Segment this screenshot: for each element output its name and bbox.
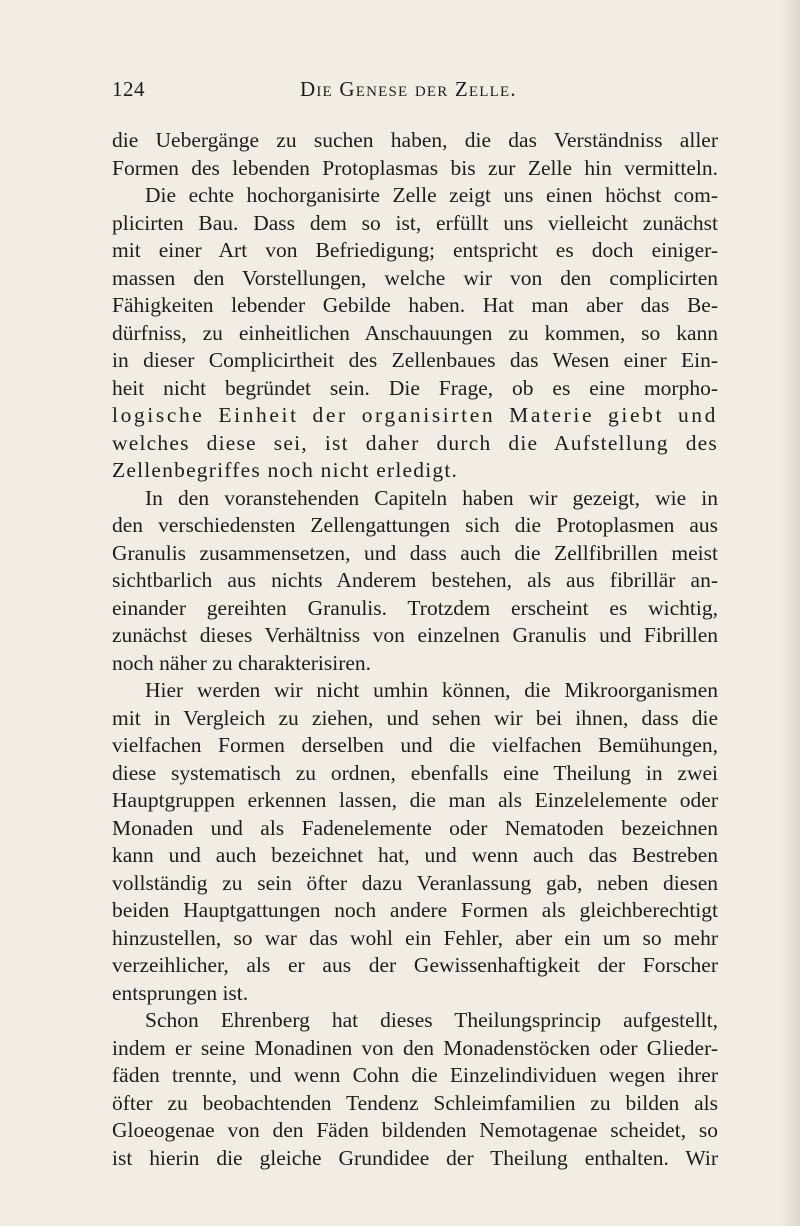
page-edge-shadow — [782, 0, 800, 1226]
text-line: den verschiedensten Zellengattungen sich die Protoplasmen aus — [112, 513, 718, 537]
text-line: Die echte hochorganisirte Zelle zeigt uns einen höchst com- — [145, 183, 718, 207]
text-line: Granulis zusammensetzen, und dass auch die Zellfibrillen meist — [112, 540, 718, 565]
text-line: Hier werden wir nicht umhin können, die Mikroorganismen — [145, 678, 718, 702]
text-line: beiden Hauptgattungen noch andere Formen als gleichberechtigt — [112, 898, 718, 922]
text-line: heit nicht begründet sein. Die Frage, ob es eine morpho- — [112, 375, 718, 400]
text-line: ist hierin die gleiche Grundidee der Theilung enthalten. Wir — [112, 1145, 718, 1170]
text-line: hinzustellen, so war das wohl ein Fehler, aber ein um so mehr — [112, 925, 718, 950]
text-line: Hauptgruppen erkennen lassen, die man als Einzelelemente oder — [112, 788, 718, 812]
text-line: Zellenbegriffes noch nicht erledigt. — [112, 458, 459, 482]
text-line: kann und auch bezeichnet hat, und wenn auch das Bestreben — [112, 843, 718, 867]
page-number: 124 — [112, 77, 145, 101]
text-line: sichtbarlich aus nichts Anderem bestehen, als aus fibrillär an- — [112, 568, 718, 592]
text-line: vielfachen Formen derselben und die vielfachen Bemühungen, — [112, 733, 718, 757]
text-line: öfter zu beobachtenden Tendenz Schleimfamilien zu bilden als — [112, 1090, 718, 1115]
text-line: welches diese sei, ist daher durch die Aufstellung des — [112, 430, 718, 455]
text-line: fäden trennte, und wenn Cohn die Einzelindividuen wegen ihrer — [112, 1063, 718, 1087]
text-line: zunächst dieses Verhältniss von einzelnen Granulis und Fibrillen — [112, 623, 718, 647]
text-line: Schon Ehrenberg hat dieses Theilungsprincip aufgestellt, — [145, 1008, 718, 1032]
text-line: entsprungen ist. — [112, 980, 249, 1005]
text-line: Fähigkeiten lebender Gebilde haben. Hat man aber das Be- — [112, 293, 718, 317]
text-line: mit in Vergleich zu ziehen, und sehen wir bei ihnen, dass die — [112, 705, 718, 730]
text-line: Gloeogenae von den Fäden bildenden Nemotagenae scheidet, so — [112, 1118, 718, 1142]
text-line: dürfniss, zu einheitlichen Anschauungen zu kommen, so kann — [112, 320, 718, 345]
text-line: in dieser Complicirtheit des Zellenbaues das Wesen einer Ein- — [112, 348, 718, 372]
text-line: verzeihlicher, als er aus der Gewissenhaftigkeit der Forscher — [112, 953, 718, 977]
text-line: In den voranstehenden Capiteln haben wir gezeigt, wie in — [145, 485, 718, 510]
text-line: plicirten Bau. Dass dem so ist, erfüllt uns vielleicht zunächst — [112, 210, 718, 235]
text-line: logische Einheit der organisirten Materie giebt und — [112, 403, 718, 427]
body-text — [112, 127, 718, 1172]
text-line: vollständig zu sein öfter dazu Veranlassung gab, neben diesen — [112, 870, 718, 895]
text-line: einander gereihten Granulis. Trotzdem erscheint es wichtig, — [112, 595, 718, 620]
text-line: die Uebergänge zu suchen haben, die das Verständniss aller — [112, 128, 718, 152]
text-line: diese systematisch zu ordnen, ebenfalls eine Theilung in zwei — [112, 760, 718, 785]
text-line: indem er seine Monadinen von den Monadenstöcken oder Glieder- — [112, 1035, 718, 1060]
running-head — [112, 77, 712, 105]
text-line: mit einer Art von Befriedigung; entspricht es doch einiger- — [112, 238, 718, 262]
text-line: Monaden und als Fadenelemente oder Nematoden bezeichnen — [112, 815, 718, 840]
text-line: noch näher zu charakterisiren. — [112, 650, 372, 675]
running-title: Die Genese der Zelle. — [300, 77, 517, 101]
text-line: massen den Vorstellungen, welche wir von den complicirten — [112, 265, 718, 290]
text-line: Formen des lebenden Protoplasmas bis zur Zelle hin vermitteln. — [112, 155, 718, 180]
